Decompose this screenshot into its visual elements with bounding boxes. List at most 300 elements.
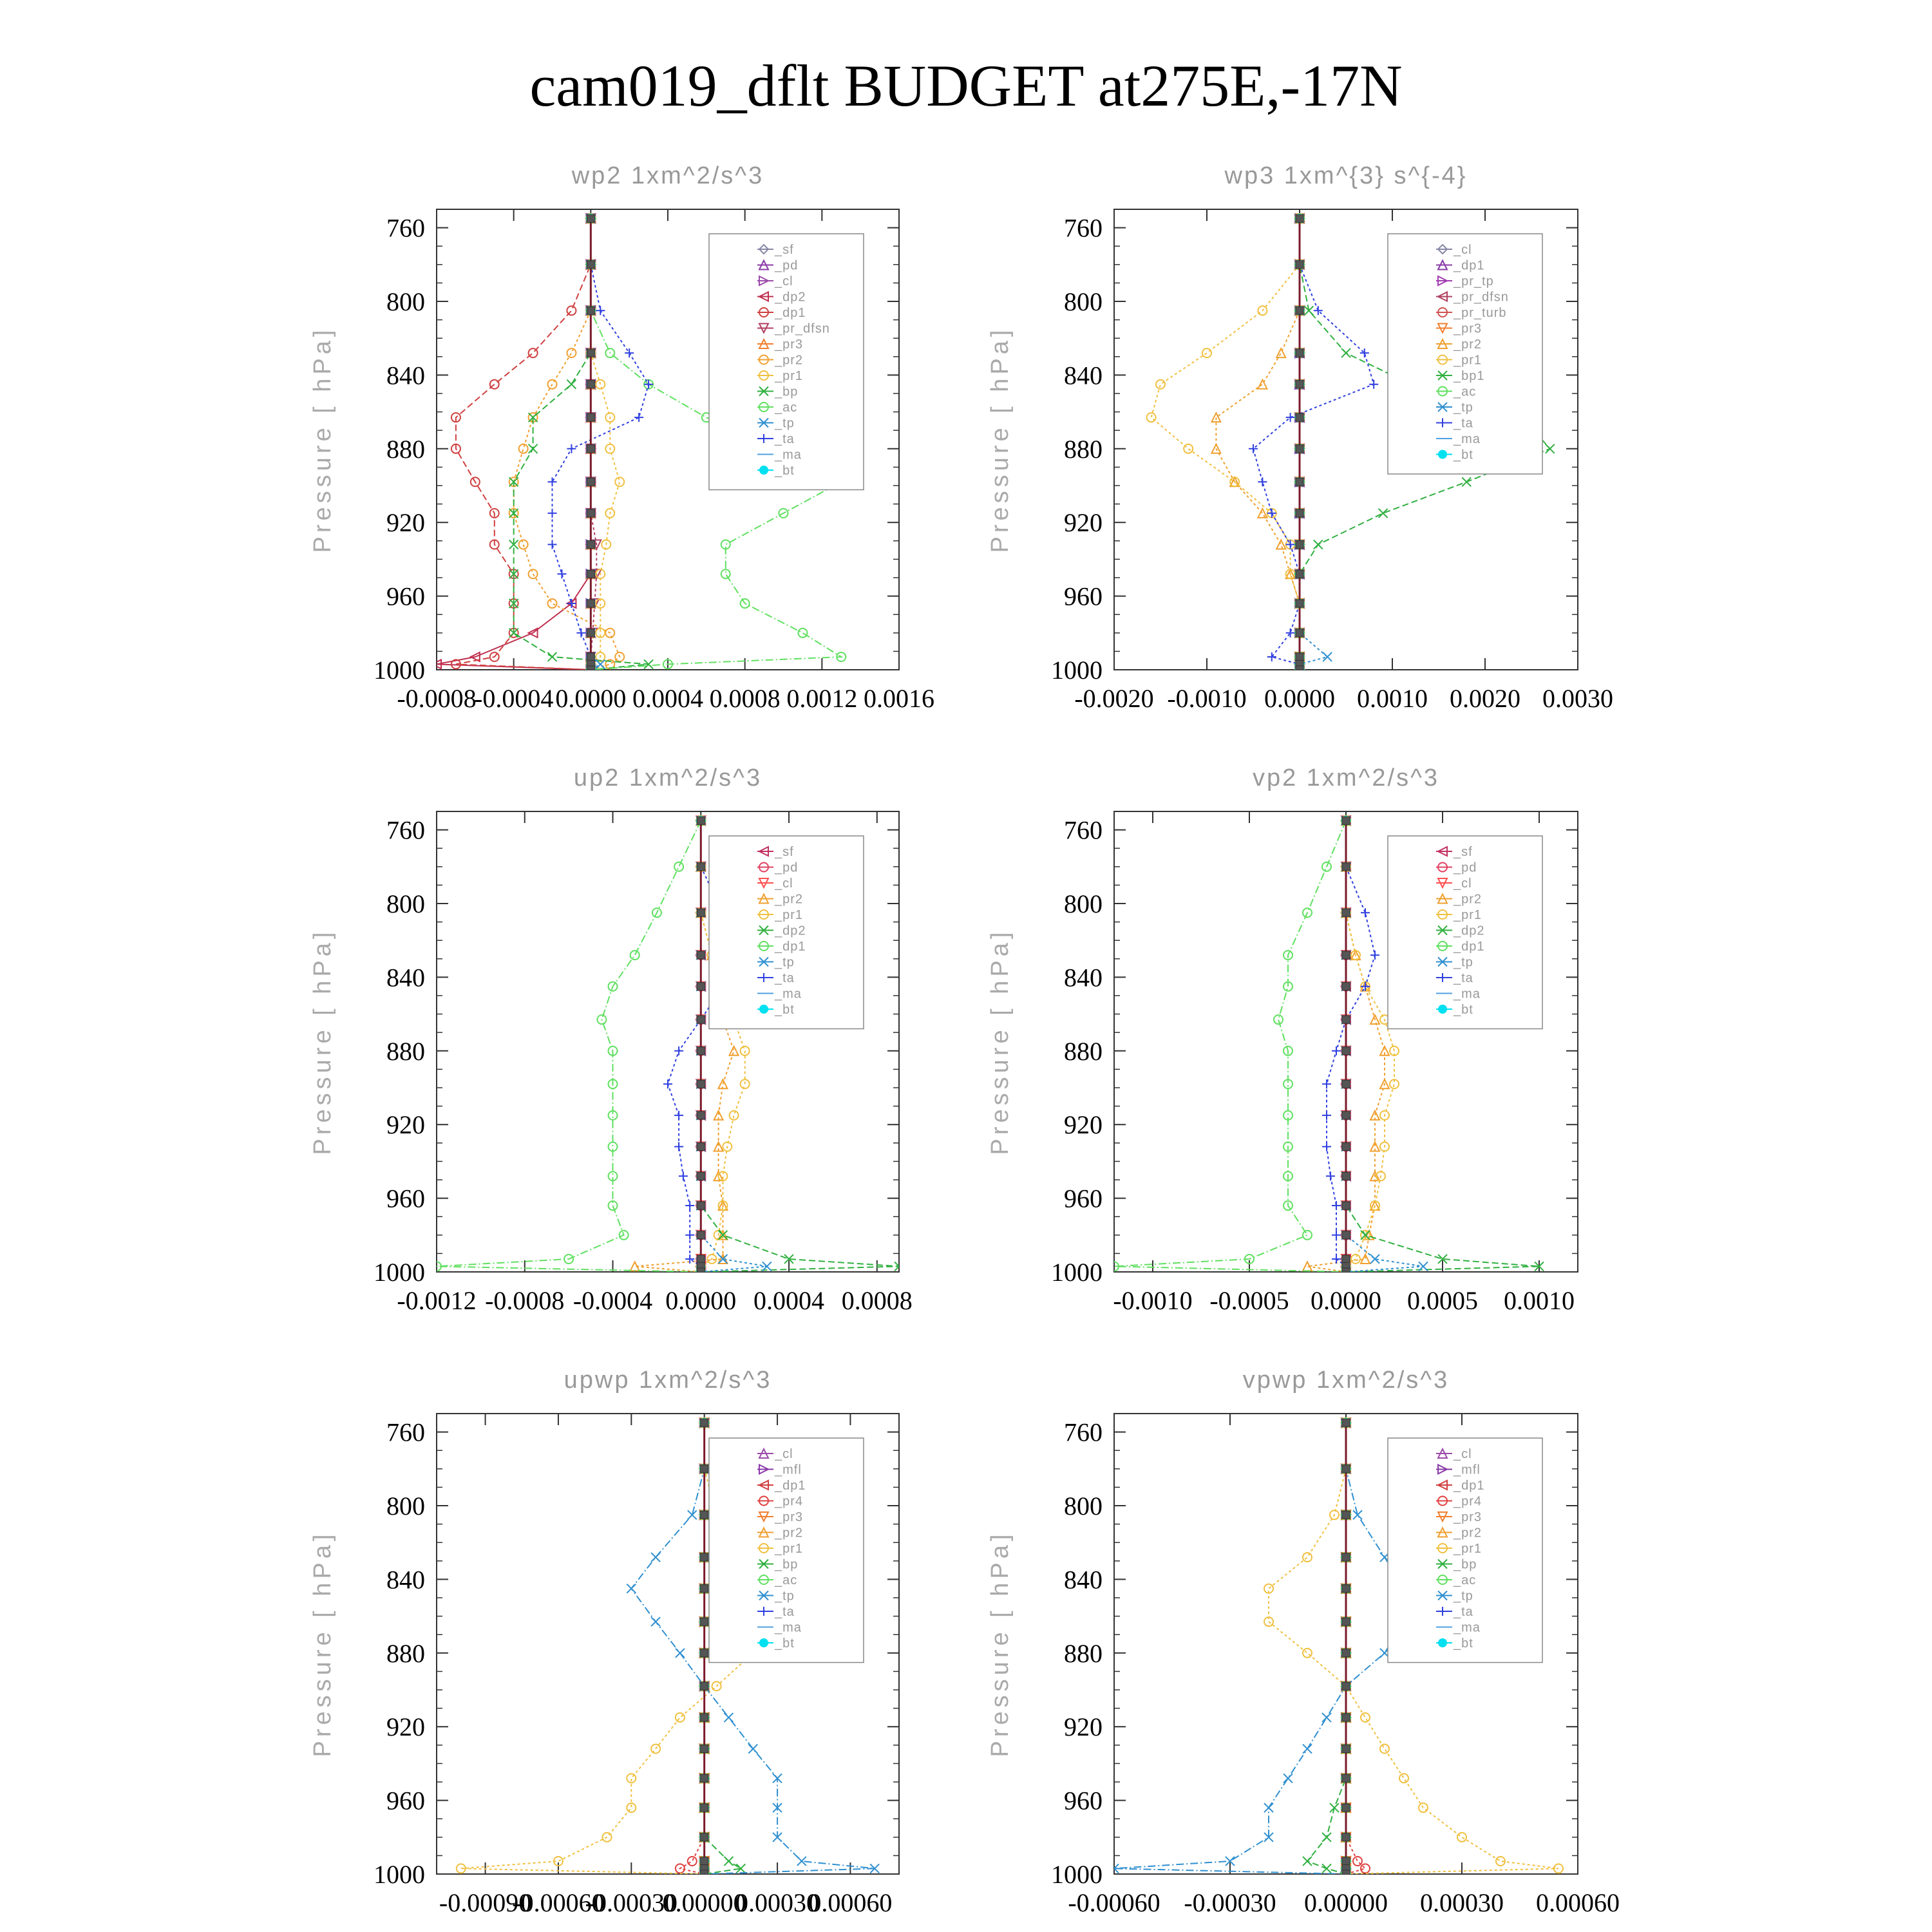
- y-tick-label: 960: [386, 582, 425, 611]
- legend-label: _ma: [1454, 1620, 1481, 1635]
- zero-marker: [587, 349, 594, 357]
- data-point: [1322, 1833, 1331, 1842]
- data-point: [1332, 1255, 1341, 1264]
- zero-marker: [697, 1268, 705, 1276]
- legend-label: _bp: [1454, 1557, 1477, 1572]
- zero-marker: [701, 1465, 708, 1473]
- data-point: [1399, 1774, 1408, 1783]
- data-point: [1202, 348, 1211, 357]
- zero-marker: [1342, 1465, 1350, 1473]
- legend-label: _pr4: [1454, 1494, 1482, 1509]
- data-point: [1361, 908, 1370, 917]
- series-line: [1114, 1423, 1404, 1874]
- y-tick-label: 920: [1064, 508, 1103, 538]
- zero-marker: [1342, 1833, 1350, 1841]
- data-point: [1211, 413, 1220, 422]
- data-point: [676, 1713, 685, 1722]
- data-point: [1258, 477, 1267, 486]
- legend-label: _cl: [1454, 1447, 1472, 1461]
- data-point: [759, 1638, 768, 1647]
- zero-marker: [587, 509, 594, 517]
- data-point: [1361, 1713, 1370, 1722]
- y-tick-label: 1000: [1051, 656, 1103, 685]
- y-axis-label: Pressure [ hPa]: [309, 326, 336, 553]
- zero-marker: [701, 1804, 708, 1812]
- series-line: [1253, 218, 1374, 670]
- data-point: [688, 1857, 697, 1866]
- x-tick-label: -0.0008: [397, 684, 477, 713]
- y-tick-label: 1000: [1051, 1860, 1103, 1889]
- panel-title: wp3 1xm^{3} s^{-4}: [1224, 162, 1468, 189]
- legend-label: _tp: [775, 955, 795, 970]
- data-point: [651, 1553, 660, 1562]
- x-tick-label: -0.0012: [397, 1286, 477, 1315]
- data-point: [1330, 1803, 1339, 1812]
- zero-marker: [1342, 1231, 1350, 1239]
- data-point: [730, 1111, 739, 1120]
- zero-marker: [1296, 413, 1303, 421]
- y-tick-label: 840: [386, 1565, 425, 1595]
- legend: [1388, 1438, 1542, 1663]
- data-point: [1438, 450, 1447, 459]
- zero-marker: [701, 1419, 708, 1426]
- x-tick-label: -0.0020: [1074, 684, 1154, 713]
- data-point: [1332, 1201, 1341, 1210]
- data-point: [529, 569, 538, 578]
- zero-marker: [1296, 445, 1303, 453]
- y-tick-label: 880: [386, 434, 425, 464]
- zero-marker: [701, 1857, 708, 1865]
- data-point: [576, 629, 585, 638]
- data-point: [1303, 1745, 1312, 1754]
- zero-marker: [1342, 1511, 1350, 1519]
- legend-label: _ta: [1454, 971, 1473, 985]
- zero-marker: [587, 381, 594, 388]
- zero-marker: [1342, 1649, 1350, 1657]
- data-point: [724, 1713, 733, 1722]
- legend-label: _ta: [1454, 1605, 1473, 1619]
- zero-marker: [1342, 1804, 1350, 1812]
- y-tick-label: 1000: [374, 1258, 425, 1287]
- x-tick-label: -0.0008: [485, 1286, 565, 1315]
- legend-label: _pr3: [1454, 321, 1482, 336]
- data-point: [529, 348, 538, 357]
- y-tick-label: 840: [386, 963, 425, 992]
- data-point: [1303, 1231, 1312, 1240]
- legend-label: _ma: [775, 1620, 802, 1635]
- data-point: [519, 540, 528, 549]
- legend-label: _dp1: [1454, 1479, 1485, 1493]
- y-tick-label: 760: [386, 213, 425, 243]
- x-tick-label: -0.00060: [1068, 1888, 1160, 1917]
- data-point: [1276, 540, 1285, 549]
- legend-label: _pr_dfsn: [1454, 290, 1509, 305]
- zero-marker: [587, 261, 594, 269]
- data-point: [721, 569, 730, 578]
- series-dp1: [432, 816, 705, 1276]
- zero-marker: [1342, 1268, 1350, 1276]
- y-tick-label: 840: [1064, 1565, 1103, 1595]
- data-point: [674, 862, 683, 871]
- x-tick-label: 0.0000: [1311, 1286, 1381, 1315]
- y-tick-label: 760: [1064, 1417, 1103, 1447]
- legend-label: _bt: [1454, 1636, 1473, 1651]
- y-tick-label: 880: [1064, 434, 1103, 464]
- zero-marker: [1296, 478, 1303, 486]
- x-tick-label: 0.0008: [709, 684, 781, 713]
- series-line: [1216, 218, 1300, 670]
- data-point: [634, 413, 643, 422]
- legend-label: _bt: [775, 1003, 795, 1017]
- y-tick-label: 880: [386, 1036, 425, 1066]
- legend-label: _ta: [775, 1605, 795, 1619]
- x-tick-label: -0.00030: [1184, 1888, 1276, 1917]
- legend-label: _ta: [775, 432, 795, 446]
- series-pr2: [1211, 214, 1304, 674]
- zero-marker: [1342, 1143, 1350, 1151]
- panel-title: upwp 1xm^2/s^3: [564, 1367, 772, 1394]
- legend-label: _dp1: [1454, 258, 1485, 273]
- data-point: [567, 444, 576, 453]
- data-point: [1147, 413, 1156, 422]
- data-point: [1276, 348, 1285, 357]
- y-tick-label: 920: [386, 1110, 425, 1140]
- legend-label: _pr3: [1454, 1510, 1482, 1524]
- zero-marker: [697, 1172, 705, 1180]
- data-point: [1379, 509, 1388, 518]
- y-tick-label: 800: [386, 889, 425, 918]
- data-point: [625, 348, 634, 357]
- zero-marker: [1296, 381, 1303, 388]
- y-tick-label: 920: [386, 508, 425, 538]
- y-tick-label: 840: [386, 361, 425, 390]
- series-pr1: [1147, 214, 1304, 674]
- data-point: [548, 509, 557, 518]
- x-tick-label: -0.0010: [1167, 684, 1247, 713]
- zero-marker: [587, 445, 594, 453]
- y-tick-label: 920: [1064, 1712, 1103, 1742]
- x-tick-label: -0.00030: [585, 1888, 677, 1917]
- zero-marker: [1342, 951, 1350, 959]
- data-point: [1322, 1111, 1331, 1120]
- data-point: [1258, 509, 1267, 518]
- x-tick-label: 0.0010: [1357, 684, 1428, 713]
- zero-marker: [697, 817, 705, 824]
- y-tick-label: 920: [386, 1712, 425, 1742]
- zero-marker: [1342, 1745, 1350, 1753]
- zero-marker: [701, 1585, 708, 1593]
- data-point: [630, 951, 639, 960]
- x-tick-label: 0.00060: [808, 1888, 893, 1917]
- legend-label: _bp: [775, 1557, 799, 1572]
- data-point: [685, 1231, 694, 1240]
- zero-marker: [701, 1649, 708, 1657]
- zero-marker: [1342, 1618, 1350, 1625]
- zero-marker: [1342, 1172, 1350, 1180]
- zero-marker: [1342, 1774, 1350, 1782]
- series-line: [437, 820, 701, 1272]
- data-point: [1267, 652, 1276, 661]
- legend: [709, 1438, 864, 1663]
- data-point: [1462, 477, 1471, 486]
- data-point: [674, 1142, 683, 1151]
- x-tick-label: 0.0000: [1264, 684, 1335, 713]
- series-pr2: [509, 214, 625, 674]
- zero-marker: [1342, 1714, 1350, 1721]
- x-tick-label: -0.0004: [573, 1286, 653, 1315]
- x-tick-label: -0.00060: [512, 1888, 605, 1917]
- zero-marker: [1342, 1080, 1350, 1088]
- legend-label: _ma: [775, 987, 802, 1001]
- zero-marker: [1296, 261, 1303, 269]
- data-point: [1369, 380, 1378, 389]
- legend-label: _bt: [1454, 448, 1473, 462]
- data-point: [1419, 1262, 1428, 1271]
- y-tick-label: 760: [1064, 213, 1103, 243]
- data-point: [548, 540, 557, 549]
- x-tick-label: -0.0010: [1113, 1286, 1193, 1315]
- zero-marker: [697, 909, 705, 916]
- y-tick-label: 1000: [374, 656, 425, 685]
- data-point: [1438, 1005, 1447, 1014]
- zero-marker: [1296, 541, 1303, 549]
- legend-label: _pr_tp: [1454, 274, 1494, 289]
- y-tick-label: 880: [386, 1638, 425, 1668]
- zero-marker: [587, 570, 594, 578]
- legend-label: _bp1: [1454, 369, 1485, 383]
- legend: [709, 836, 864, 1029]
- zero-marker: [1296, 509, 1303, 517]
- legend-label: _pd: [775, 860, 799, 875]
- data-point: [685, 1255, 694, 1264]
- data-point: [1274, 1015, 1283, 1024]
- zero-marker: [701, 1833, 708, 1841]
- legend-label: _cl: [775, 274, 793, 289]
- zero-marker: [1342, 817, 1350, 824]
- panel-title: up2 1xm^2/s^3: [573, 764, 762, 791]
- data-point: [1353, 1510, 1362, 1519]
- x-tick-label: 0.0008: [841, 1286, 913, 1315]
- y-tick-label: 960: [386, 1184, 425, 1213]
- data-point: [748, 1745, 757, 1754]
- legend-label: _pr2: [775, 892, 804, 907]
- zero-marker: [697, 1255, 705, 1263]
- y-tick-label: 840: [1064, 963, 1103, 992]
- legend-label: _dp2: [775, 923, 806, 938]
- x-tick-label: 0.0000: [555, 684, 627, 713]
- legend-label: _pr1: [775, 908, 804, 922]
- data-point: [1457, 1833, 1466, 1842]
- x-tick-label: 0.00060: [1536, 1888, 1620, 1917]
- zero-marker: [697, 983, 705, 990]
- y-tick-label: 760: [386, 815, 425, 845]
- data-point: [1314, 540, 1323, 549]
- data-point: [1546, 444, 1555, 453]
- legend-label: _pr1: [1454, 908, 1482, 922]
- zero-marker: [701, 1745, 708, 1753]
- series-dp1: [1110, 816, 1350, 1276]
- data-point: [1380, 1745, 1389, 1754]
- x-tick-label: 0.0020: [1450, 684, 1520, 713]
- y-tick-label: 800: [386, 1492, 425, 1520]
- x-tick-label: 0.0004: [753, 1286, 825, 1315]
- data-point: [1370, 951, 1379, 960]
- legend-label: _ac: [775, 1573, 798, 1587]
- legend-label: _sf: [775, 243, 794, 257]
- zero-marker: [1342, 1112, 1350, 1119]
- chart-panel-3: [309, 764, 913, 1315]
- legend: [1388, 234, 1542, 474]
- y-axis-label: Pressure [ hPa]: [309, 928, 336, 1155]
- legend-label: _pr_turb: [1454, 306, 1507, 320]
- zero-marker: [1342, 1016, 1350, 1023]
- legend-label: _pr2: [775, 1526, 804, 1540]
- legend-label: _pr1: [775, 1542, 804, 1556]
- legend-label: _ta: [775, 971, 795, 985]
- data-point: [651, 1617, 660, 1626]
- legend-label: _pr2: [775, 353, 804, 368]
- zero-marker: [697, 1016, 705, 1023]
- data-point: [1360, 348, 1369, 357]
- data-point: [627, 1584, 636, 1593]
- data-point: [663, 1079, 672, 1088]
- y-tick-label: 800: [386, 287, 425, 316]
- y-tick-label: 960: [386, 1786, 425, 1815]
- legend-label: _bt: [1454, 1003, 1473, 1017]
- legend-label: _ta: [1454, 416, 1473, 431]
- zero-marker: [1342, 1870, 1350, 1878]
- chart-panel-4: [987, 764, 1578, 1315]
- data-point: [1156, 380, 1165, 389]
- zero-marker: [1342, 909, 1350, 916]
- zero-marker: [1296, 600, 1303, 607]
- legend-label: _tp: [1454, 955, 1473, 970]
- data-point: [1351, 1255, 1360, 1264]
- legend: [1388, 836, 1542, 1029]
- data-point: [596, 306, 605, 315]
- x-tick-label: 0.00030: [735, 1888, 820, 1917]
- legend-label: _cl: [1454, 876, 1472, 891]
- zero-marker: [701, 1774, 708, 1782]
- data-point: [548, 652, 557, 661]
- zero-marker: [701, 1714, 708, 1721]
- x-tick-label: 0.0012: [786, 684, 858, 713]
- y-tick-label: 840: [1064, 361, 1103, 390]
- legend-label: _bt: [775, 1636, 795, 1651]
- data-point: [674, 1111, 683, 1120]
- y-tick-label: 960: [1064, 582, 1103, 611]
- data-point: [567, 380, 576, 389]
- zero-marker: [587, 653, 594, 661]
- x-tick-label: 0.00000: [662, 1888, 746, 1917]
- legend-label: _ma: [775, 448, 802, 462]
- y-axis-label: Pressure [ hPa]: [987, 928, 1014, 1155]
- data-point: [548, 599, 557, 608]
- zero-marker: [697, 1047, 705, 1055]
- legend-label: _tp: [1454, 1589, 1473, 1604]
- legend-label: _ac: [1454, 1573, 1477, 1587]
- y-tick-label: 880: [1064, 1036, 1103, 1066]
- zero-marker: [697, 1202, 705, 1209]
- legend-label: _pr4: [775, 1494, 804, 1509]
- legend-label: _ac: [775, 401, 798, 415]
- data-point: [1341, 348, 1350, 357]
- data-point: [1322, 1713, 1331, 1722]
- data-point: [615, 477, 624, 486]
- legend-label: _pr1: [1454, 353, 1482, 368]
- data-point: [730, 1046, 739, 1056]
- series-tp: [1110, 1418, 1408, 1879]
- legend-label: _pd: [1454, 860, 1477, 875]
- chart-panel-6: [987, 1367, 1620, 1917]
- data-point: [1361, 1864, 1370, 1873]
- zero-marker: [697, 1080, 705, 1088]
- data-point: [1438, 1638, 1447, 1647]
- y-tick-label: 800: [1064, 1492, 1103, 1520]
- series-line: [1114, 820, 1346, 1272]
- data-point: [676, 1649, 685, 1658]
- data-point: [529, 444, 538, 453]
- x-tick-label: -0.00090: [439, 1888, 532, 1917]
- data-point: [1332, 1046, 1341, 1056]
- zero-marker: [587, 307, 594, 314]
- chart-panel-5: [309, 1367, 899, 1917]
- legend-label: _dp2: [775, 290, 806, 305]
- series-line: [514, 218, 620, 670]
- data-point: [724, 1857, 733, 1866]
- y-tick-label: 1000: [1051, 1258, 1103, 1287]
- legend-label: _pr1: [775, 369, 804, 383]
- panel-title: vp2 1xm^2/s^3: [1252, 764, 1440, 791]
- legend-label: _mfl: [775, 1463, 802, 1477]
- x-tick-label: 0.00030: [1420, 1888, 1504, 1917]
- zero-marker: [1296, 214, 1303, 222]
- data-point: [1323, 652, 1332, 661]
- legend-label: _sf: [1454, 845, 1473, 859]
- zero-marker: [587, 413, 594, 421]
- x-tick-label: -0.0004: [474, 684, 554, 713]
- zero-marker: [587, 629, 594, 637]
- page-title: cam019_dflt BUDGET at275E,-17N: [529, 53, 1403, 118]
- legend-label: _mfl: [1454, 1463, 1481, 1477]
- chart-panel-2: [987, 162, 1613, 713]
- zero-marker: [587, 541, 594, 549]
- x-tick-label: 0.0000: [665, 1286, 737, 1315]
- data-point: [1184, 444, 1193, 453]
- zero-marker: [1342, 1255, 1350, 1263]
- data-point: [1258, 380, 1267, 389]
- legend-label: _tp: [775, 416, 795, 431]
- zero-marker: [701, 1870, 708, 1878]
- legend-label: _pr1: [1454, 1542, 1482, 1556]
- data-point: [1303, 1553, 1312, 1562]
- zero-marker: [701, 1511, 708, 1519]
- data-point: [1326, 1171, 1335, 1180]
- zero-marker: [1296, 307, 1303, 314]
- data-point: [1286, 629, 1295, 638]
- legend-label: _pr3: [775, 1510, 804, 1524]
- legend-label: _sf: [775, 845, 794, 859]
- y-tick-label: 960: [1064, 1184, 1103, 1213]
- data-point: [1303, 1857, 1312, 1866]
- data-point: [685, 1201, 694, 1210]
- zero-marker: [1342, 1585, 1350, 1593]
- series-line: [553, 218, 649, 670]
- data-point: [567, 306, 576, 315]
- zero-marker: [1342, 1419, 1350, 1426]
- y-tick-label: 960: [1064, 1786, 1103, 1815]
- legend-label: _ma: [1454, 432, 1481, 446]
